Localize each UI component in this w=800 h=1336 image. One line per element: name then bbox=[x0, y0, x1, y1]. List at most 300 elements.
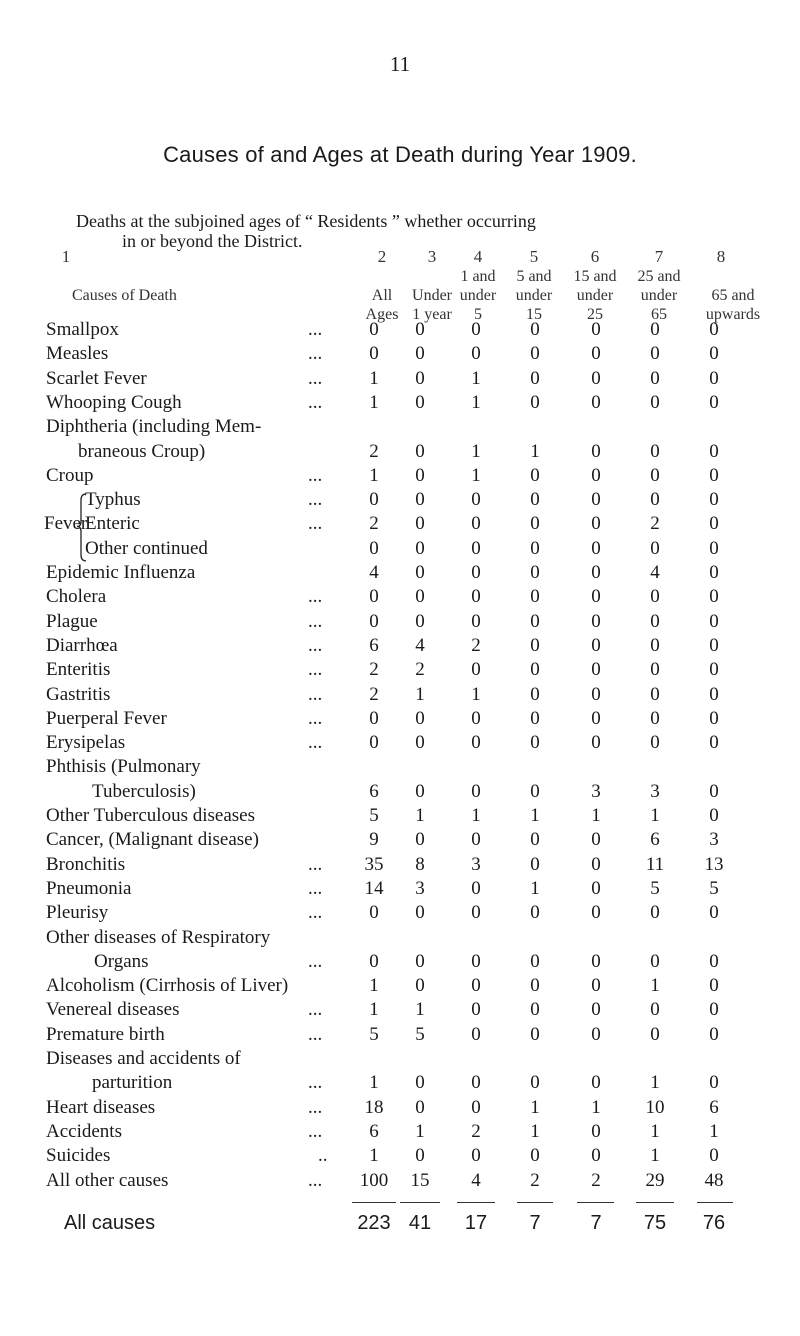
cell-r10-c2: 0 bbox=[369, 586, 379, 608]
column-header-7-line-0: 65 and bbox=[711, 287, 755, 304]
cell-r11-c2: 0 bbox=[369, 610, 379, 632]
cell-r28-c2: 18 bbox=[364, 1096, 384, 1118]
cell-r23-c5: 0 bbox=[530, 950, 540, 972]
cell-r3-c7: 0 bbox=[650, 391, 660, 413]
cell-r29-c5: 1 bbox=[530, 1120, 540, 1142]
cell-r6-c5: 0 bbox=[530, 489, 540, 511]
cell-r23-c6: 0 bbox=[591, 950, 601, 972]
cell-r16-c3: 0 bbox=[415, 732, 425, 754]
cell-r28-c7: 10 bbox=[645, 1096, 665, 1118]
cell-r26-c3: 5 bbox=[415, 1023, 425, 1045]
row-label-21: Pneumonia bbox=[46, 877, 132, 899]
cell-r31-c4: 4 bbox=[471, 1169, 481, 1191]
cell-r31-c8: 48 bbox=[704, 1169, 724, 1191]
row-label-3: Whooping Cough bbox=[46, 391, 182, 413]
cell-r25-c3: 1 bbox=[415, 999, 425, 1021]
cell-r31-c7: 29 bbox=[645, 1169, 665, 1191]
row-label-17-cont: Tuberculosis) bbox=[92, 780, 196, 802]
row-dots-22: ... bbox=[308, 902, 323, 924]
row-dots-3: ... bbox=[308, 391, 323, 413]
row-dots-31: ... bbox=[308, 1169, 323, 1191]
total-c7: 75 bbox=[643, 1211, 667, 1234]
row-label-9: Epidemic Influenza bbox=[46, 562, 196, 583]
row-dots-30: .. bbox=[318, 1145, 328, 1167]
cell-r15-c6: 0 bbox=[591, 707, 601, 729]
row-label-4: Diphtheria (including Mem- bbox=[46, 416, 262, 438]
cell-r23-c4: 0 bbox=[471, 950, 481, 972]
row-label-30: Suicides bbox=[46, 1145, 111, 1167]
cell-r3-c4: 1 bbox=[471, 391, 481, 413]
column-header-2-line-0: Under bbox=[412, 287, 452, 304]
cell-r12-c6: 0 bbox=[591, 634, 601, 656]
row-label-16: Erysipelas bbox=[46, 732, 126, 754]
row-label-24: Alcoholism (Cirrhosis of Liver) bbox=[46, 975, 289, 997]
row-label-19: Cancer, (Malignant disease) bbox=[46, 829, 259, 851]
cell-r16-c4: 0 bbox=[471, 732, 481, 754]
cell-r5-c4: 1 bbox=[471, 464, 481, 486]
cell-r30-c2: 1 bbox=[369, 1145, 379, 1167]
cell-r22-c6: 0 bbox=[591, 902, 601, 924]
cell-r8-c8: 0 bbox=[709, 537, 719, 559]
cell-r17-c7: 3 bbox=[650, 780, 660, 802]
row-dots-5: ... bbox=[308, 464, 323, 486]
cell-r13-c2: 2 bbox=[369, 659, 379, 681]
cell-r28-c6: 1 bbox=[591, 1096, 601, 1118]
cell-r6-c8: 0 bbox=[709, 489, 719, 511]
cell-r29-c4: 2 bbox=[471, 1120, 481, 1142]
subtitle-line-1: Deaths at the subjoined ages of “ Residents ” whether occurring bbox=[76, 211, 536, 231]
row-dots-14: ... bbox=[308, 683, 323, 705]
cell-r21-c5: 1 bbox=[530, 877, 540, 899]
page-number: 11 bbox=[389, 52, 411, 76]
row-dots-23: ... bbox=[308, 950, 323, 972]
cell-r8-c4: 0 bbox=[471, 537, 481, 559]
cell-r11-c3: 0 bbox=[415, 610, 425, 632]
row-dots-27: ... bbox=[308, 1072, 323, 1094]
cell-r28-c3: 0 bbox=[415, 1096, 425, 1118]
cell-r1-c6: 0 bbox=[591, 343, 601, 365]
cell-r30-c5: 0 bbox=[530, 1145, 540, 1167]
cell-r18-c2: 5 bbox=[369, 805, 379, 826]
total-rule-4 bbox=[457, 1202, 495, 1203]
row-dots-1: ... bbox=[308, 343, 323, 365]
cell-r0-c7: 0 bbox=[650, 319, 660, 340]
row-label-8: Other continued bbox=[85, 537, 208, 559]
cell-r30-c4: 0 bbox=[471, 1145, 481, 1167]
row-label-11: Plague bbox=[46, 610, 98, 632]
cell-r2-c6: 0 bbox=[591, 367, 601, 389]
cell-r9-c3: 0 bbox=[415, 562, 425, 583]
cell-r0-c4: 0 bbox=[471, 319, 481, 340]
cell-r12-c7: 0 bbox=[650, 634, 660, 656]
row-label-27: Diseases and accidents of bbox=[46, 1048, 241, 1069]
cell-r14-c4: 1 bbox=[471, 683, 481, 705]
cell-r20-c3: 8 bbox=[415, 853, 425, 875]
cell-r23-c2: 0 bbox=[369, 950, 379, 972]
cell-r10-c7: 0 bbox=[650, 586, 660, 608]
column-header-1-line-0: All bbox=[371, 287, 393, 304]
cell-r12-c5: 0 bbox=[530, 634, 540, 656]
cell-r21-c7: 5 bbox=[650, 877, 660, 899]
cell-r21-c8: 5 bbox=[709, 877, 719, 899]
fever-brace bbox=[76, 492, 88, 565]
cell-r28-c4: 0 bbox=[471, 1096, 481, 1118]
column-number-2: 2 bbox=[377, 247, 387, 266]
cell-r20-c6: 0 bbox=[591, 853, 601, 875]
total-c8: 76 bbox=[702, 1211, 726, 1234]
cell-r7-c2: 2 bbox=[369, 513, 379, 535]
cell-r7-c3: 0 bbox=[415, 513, 425, 535]
cell-r8-c7: 0 bbox=[650, 537, 660, 559]
cell-r26-c8: 0 bbox=[709, 1023, 719, 1045]
cell-r10-c3: 0 bbox=[415, 586, 425, 608]
cell-r20-c2: 35 bbox=[364, 853, 384, 875]
cell-r7-c4: 0 bbox=[471, 513, 481, 535]
cell-r17-c8: 0 bbox=[709, 780, 719, 802]
row-dots-13: ... bbox=[308, 659, 323, 681]
cell-r22-c8: 0 bbox=[709, 902, 719, 924]
cell-r16-c2: 0 bbox=[369, 732, 379, 754]
cell-r1-c5: 0 bbox=[530, 343, 540, 365]
cell-r7-c8: 0 bbox=[709, 513, 719, 535]
row-dots-29: ... bbox=[308, 1120, 323, 1142]
cell-r12-c8: 0 bbox=[709, 634, 719, 656]
cell-r27-c5: 0 bbox=[530, 1072, 540, 1094]
column-header-1-line-1: Ages bbox=[365, 306, 399, 323]
row-dots-21: ... bbox=[308, 877, 323, 899]
row-dots-10: ... bbox=[308, 586, 323, 608]
column-number-1: 1 bbox=[61, 247, 71, 266]
cell-r19-c3: 0 bbox=[415, 829, 425, 851]
column-number-3: 3 bbox=[427, 247, 437, 266]
row-label-28: Heart diseases bbox=[46, 1096, 156, 1118]
cell-r12-c3: 4 bbox=[415, 634, 425, 656]
cell-r4-c4: 1 bbox=[471, 440, 481, 462]
cell-r27-c2: 1 bbox=[369, 1072, 379, 1094]
row-label-23-cont: Organs bbox=[94, 950, 149, 972]
total-c4: 17 bbox=[464, 1211, 488, 1234]
cell-r13-c4: 0 bbox=[471, 659, 481, 681]
cell-r31-c5: 2 bbox=[530, 1169, 540, 1191]
cell-r6-c4: 0 bbox=[471, 489, 481, 511]
cell-r15-c3: 0 bbox=[415, 707, 425, 729]
cell-r8-c5: 0 bbox=[530, 537, 540, 559]
cell-r15-c2: 0 bbox=[369, 707, 379, 729]
row-dots-20: ... bbox=[308, 853, 323, 875]
cell-r30-c6: 0 bbox=[591, 1145, 601, 1167]
cell-r2-c3: 0 bbox=[415, 367, 425, 389]
cell-r13-c8: 0 bbox=[709, 659, 719, 681]
column-header-3-line-2: 5 bbox=[474, 306, 482, 323]
cell-r3-c2: 1 bbox=[369, 391, 379, 413]
cell-r21-c4: 0 bbox=[471, 877, 481, 899]
row-label-12: Diarrhœa bbox=[46, 634, 118, 656]
cell-r22-c4: 0 bbox=[471, 902, 481, 924]
row-dots-2: ... bbox=[308, 367, 323, 389]
cell-r31-c3: 15 bbox=[410, 1169, 430, 1191]
cell-r9-c4: 0 bbox=[471, 562, 481, 583]
cell-r29-c8: 1 bbox=[709, 1120, 719, 1142]
row-label-29: Accidents bbox=[46, 1120, 122, 1142]
cell-r10-c8: 0 bbox=[709, 586, 719, 608]
cell-r20-c8: 13 bbox=[704, 853, 724, 875]
cell-r20-c7: 11 bbox=[645, 853, 665, 875]
column-number-8: 8 bbox=[716, 247, 726, 266]
cell-r25-c6: 0 bbox=[591, 999, 601, 1021]
row-label-25: Venereal diseases bbox=[46, 999, 180, 1021]
cell-r23-c3: 0 bbox=[415, 950, 425, 972]
cell-r26-c7: 0 bbox=[650, 1023, 660, 1045]
cell-r23-c7: 0 bbox=[650, 950, 660, 972]
row-dots-12: ... bbox=[308, 634, 323, 656]
cell-r6-c6: 0 bbox=[591, 489, 601, 511]
cell-r5-c2: 1 bbox=[369, 464, 379, 486]
cell-r20-c4: 3 bbox=[471, 853, 481, 875]
column-header-5-line-2: 25 bbox=[587, 306, 603, 323]
cell-r28-c5: 1 bbox=[530, 1096, 540, 1118]
row-label-0: Smallpox bbox=[46, 319, 119, 340]
row-label-17: Phthisis (Pulmonary bbox=[46, 756, 201, 778]
cell-r4-c6: 0 bbox=[591, 440, 601, 462]
total-c5: 7 bbox=[529, 1211, 541, 1234]
cell-r17-c6: 3 bbox=[591, 780, 601, 802]
cell-r18-c3: 1 bbox=[415, 805, 425, 826]
cell-r26-c2: 5 bbox=[369, 1023, 379, 1045]
row-label-7: Enteric bbox=[85, 513, 140, 535]
cell-r31-c6: 2 bbox=[591, 1169, 601, 1191]
cell-r0-c3: 0 bbox=[415, 319, 425, 340]
cell-r15-c4: 0 bbox=[471, 707, 481, 729]
cell-r4-c8: 0 bbox=[709, 440, 719, 462]
cell-r6-c7: 0 bbox=[650, 489, 660, 511]
cell-r0-c6: 0 bbox=[591, 319, 601, 340]
row-label-18: Other Tuberculous diseases bbox=[46, 805, 255, 826]
column-header-7-line-1: upwards bbox=[705, 306, 761, 323]
row-dots-15: ... bbox=[308, 707, 323, 729]
cell-r5-c6: 0 bbox=[591, 464, 601, 486]
total-c6: 7 bbox=[590, 1211, 602, 1234]
row-label-20: Bronchitis bbox=[46, 853, 126, 875]
cell-r29-c6: 0 bbox=[591, 1120, 601, 1142]
cell-r27-c6: 0 bbox=[591, 1072, 601, 1094]
cell-r27-c3: 0 bbox=[415, 1072, 425, 1094]
cell-r14-c5: 0 bbox=[530, 683, 540, 705]
cell-r4-c3: 0 bbox=[415, 440, 425, 462]
row-label-6: Typhus bbox=[85, 489, 141, 511]
column-number-5: 5 bbox=[529, 247, 539, 266]
cell-r16-c6: 0 bbox=[591, 732, 601, 754]
cell-r9-c5: 0 bbox=[530, 562, 540, 583]
cell-r6-c3: 0 bbox=[415, 489, 425, 511]
column-header-4-line-2: 15 bbox=[526, 306, 542, 323]
total-c2: 223 bbox=[357, 1211, 391, 1234]
row-label-14: Gastritis bbox=[46, 683, 111, 705]
cell-r14-c8: 0 bbox=[709, 683, 719, 705]
cell-r25-c7: 0 bbox=[650, 999, 660, 1021]
cell-r4-c7: 0 bbox=[650, 440, 660, 462]
cell-r16-c7: 0 bbox=[650, 732, 660, 754]
cell-r15-c7: 0 bbox=[650, 707, 660, 729]
cell-r23-c8: 0 bbox=[709, 950, 719, 972]
cell-r19-c7: 6 bbox=[650, 829, 660, 851]
cell-r9-c7: 4 bbox=[650, 562, 660, 583]
total-label: All causes bbox=[64, 1211, 156, 1234]
subtitle-line-2: in or beyond the District. bbox=[122, 231, 303, 251]
total-rule-8 bbox=[697, 1202, 733, 1203]
cell-r7-c5: 0 bbox=[530, 513, 540, 535]
total-rule-7 bbox=[636, 1202, 674, 1203]
cell-r5-c8: 0 bbox=[709, 464, 719, 486]
cell-r29-c3: 1 bbox=[415, 1120, 425, 1142]
cell-r29-c2: 6 bbox=[369, 1120, 379, 1142]
cell-r12-c2: 6 bbox=[369, 634, 379, 656]
cell-r10-c5: 0 bbox=[530, 586, 540, 608]
cell-r25-c4: 0 bbox=[471, 999, 481, 1021]
cell-r3-c5: 0 bbox=[530, 391, 540, 413]
row-label-15: Puerperal Fever bbox=[46, 707, 167, 729]
cell-r24-c2: 1 bbox=[369, 975, 379, 997]
cell-r10-c4: 0 bbox=[471, 586, 481, 608]
column-header-4-line-0: 5 and bbox=[516, 268, 552, 285]
cell-r11-c7: 0 bbox=[650, 610, 660, 632]
column-header-2-line-1: 1 year bbox=[412, 306, 452, 323]
column-header-6-line-2: 65 bbox=[651, 306, 667, 323]
cell-r2-c5: 0 bbox=[530, 367, 540, 389]
cell-r16-c8: 0 bbox=[709, 732, 719, 754]
row-dots-28: ... bbox=[308, 1096, 323, 1118]
total-rule-6 bbox=[577, 1202, 614, 1203]
cell-r5-c7: 0 bbox=[650, 464, 660, 486]
row-label-26: Premature birth bbox=[46, 1023, 165, 1045]
column-header-3-line-0: 1 and bbox=[460, 268, 496, 285]
row-label-4-cont: braneous Croup) bbox=[78, 440, 206, 462]
cell-r11-c8: 0 bbox=[709, 610, 719, 632]
cell-r22-c7: 0 bbox=[650, 902, 660, 924]
column-header-5-line-1: under bbox=[576, 287, 614, 304]
column-header-4-line-1: under bbox=[515, 287, 553, 304]
cell-r21-c3: 3 bbox=[415, 877, 425, 899]
row-dots-26: ... bbox=[308, 1023, 323, 1045]
cell-r2-c4: 1 bbox=[471, 367, 481, 389]
cell-r8-c2: 0 bbox=[369, 537, 379, 559]
column-number-6: 6 bbox=[590, 247, 600, 266]
row-dots-11: ... bbox=[308, 610, 323, 632]
cell-r10-c6: 0 bbox=[591, 586, 601, 608]
cell-r3-c8: 0 bbox=[709, 391, 719, 413]
cell-r25-c8: 0 bbox=[709, 999, 719, 1021]
cell-r2-c7: 0 bbox=[650, 367, 660, 389]
cell-r27-c8: 0 bbox=[709, 1072, 719, 1094]
cell-r2-c2: 1 bbox=[369, 367, 379, 389]
total-rule-2 bbox=[352, 1202, 396, 1203]
cell-r14-c2: 2 bbox=[369, 683, 379, 705]
cell-r15-c8: 0 bbox=[709, 707, 719, 729]
row-dots-6: ... bbox=[308, 489, 323, 511]
cell-r18-c7: 1 bbox=[650, 805, 660, 826]
cell-r19-c2: 9 bbox=[369, 829, 379, 851]
fever-group-label: Fever bbox=[44, 513, 88, 535]
cell-r6-c2: 0 bbox=[369, 489, 379, 511]
cell-r18-c5: 1 bbox=[530, 805, 540, 826]
cell-r17-c2: 6 bbox=[369, 780, 379, 802]
row-dots-16: ... bbox=[308, 732, 323, 754]
cell-r14-c7: 0 bbox=[650, 683, 660, 705]
row-label-23: Other diseases of Respiratory bbox=[46, 926, 271, 948]
cell-r4-c5: 1 bbox=[530, 440, 540, 462]
cell-r8-c3: 0 bbox=[415, 537, 425, 559]
cell-r7-c6: 0 bbox=[591, 513, 601, 535]
cell-r24-c4: 0 bbox=[471, 975, 481, 997]
cell-r5-c5: 0 bbox=[530, 464, 540, 486]
row-dots-25: ... bbox=[308, 999, 323, 1021]
cell-r31-c2: 100 bbox=[359, 1169, 389, 1191]
column-header-6-line-0: 25 and bbox=[637, 268, 681, 285]
cell-r26-c6: 0 bbox=[591, 1023, 601, 1045]
cell-r30-c7: 1 bbox=[650, 1145, 660, 1167]
cell-r12-c4: 2 bbox=[471, 634, 481, 656]
total-c3: 41 bbox=[408, 1211, 432, 1234]
cell-r1-c4: 0 bbox=[471, 343, 481, 365]
cell-r24-c3: 0 bbox=[415, 975, 425, 997]
column-number-7: 7 bbox=[654, 247, 664, 266]
cell-r1-c2: 0 bbox=[369, 343, 379, 365]
cell-r1-c8: 0 bbox=[709, 343, 719, 365]
cell-r14-c6: 0 bbox=[591, 683, 601, 705]
cell-r11-c5: 0 bbox=[530, 610, 540, 632]
page-title: Causes of and Ages at Death during Year 1909. bbox=[163, 142, 637, 167]
cell-r22-c5: 0 bbox=[530, 902, 540, 924]
row-label-22: Pleurisy bbox=[46, 902, 109, 924]
cell-r9-c6: 0 bbox=[591, 562, 601, 583]
total-rule-5 bbox=[517, 1202, 553, 1203]
cell-r27-c7: 1 bbox=[650, 1072, 660, 1094]
cell-r24-c8: 0 bbox=[709, 975, 719, 997]
row-label-13: Enteritis bbox=[46, 659, 111, 681]
cell-r5-c3: 0 bbox=[415, 464, 425, 486]
cell-r2-c8: 0 bbox=[709, 367, 719, 389]
total-rule-3 bbox=[400, 1202, 440, 1203]
cell-r25-c5: 0 bbox=[530, 999, 540, 1021]
cell-r1-c7: 0 bbox=[650, 343, 660, 365]
cell-r22-c3: 0 bbox=[415, 902, 425, 924]
cell-r19-c5: 0 bbox=[530, 829, 540, 851]
row-label-2: Scarlet Fever bbox=[46, 367, 147, 389]
row-label-5: Croup bbox=[46, 464, 94, 486]
cell-r0-c2: 0 bbox=[369, 319, 379, 340]
cell-r13-c3: 2 bbox=[415, 659, 425, 681]
cell-r25-c2: 1 bbox=[369, 999, 379, 1021]
row-label-10: Cholera bbox=[46, 586, 107, 608]
cell-r30-c8: 0 bbox=[709, 1145, 719, 1167]
cell-r11-c4: 0 bbox=[471, 610, 481, 632]
cell-r21-c6: 0 bbox=[591, 877, 601, 899]
column-header-6-line-1: under bbox=[640, 287, 678, 304]
cell-r16-c5: 0 bbox=[530, 732, 540, 754]
row-label-1: Measles bbox=[46, 343, 109, 365]
cell-r7-c7: 2 bbox=[650, 513, 660, 535]
cell-r9-c2: 4 bbox=[369, 562, 379, 583]
cell-r8-c6: 0 bbox=[591, 537, 601, 559]
cell-r30-c3: 0 bbox=[415, 1145, 425, 1167]
cell-r27-c4: 0 bbox=[471, 1072, 481, 1094]
cell-r15-c5: 0 bbox=[530, 707, 540, 729]
column-header-5-line-0: 15 and bbox=[573, 268, 617, 285]
cell-r0-c5: 0 bbox=[530, 319, 540, 340]
cell-r13-c7: 0 bbox=[650, 659, 660, 681]
cell-r13-c6: 0 bbox=[591, 659, 601, 681]
column-number-4: 4 bbox=[473, 247, 483, 266]
cell-r20-c5: 0 bbox=[530, 853, 540, 875]
